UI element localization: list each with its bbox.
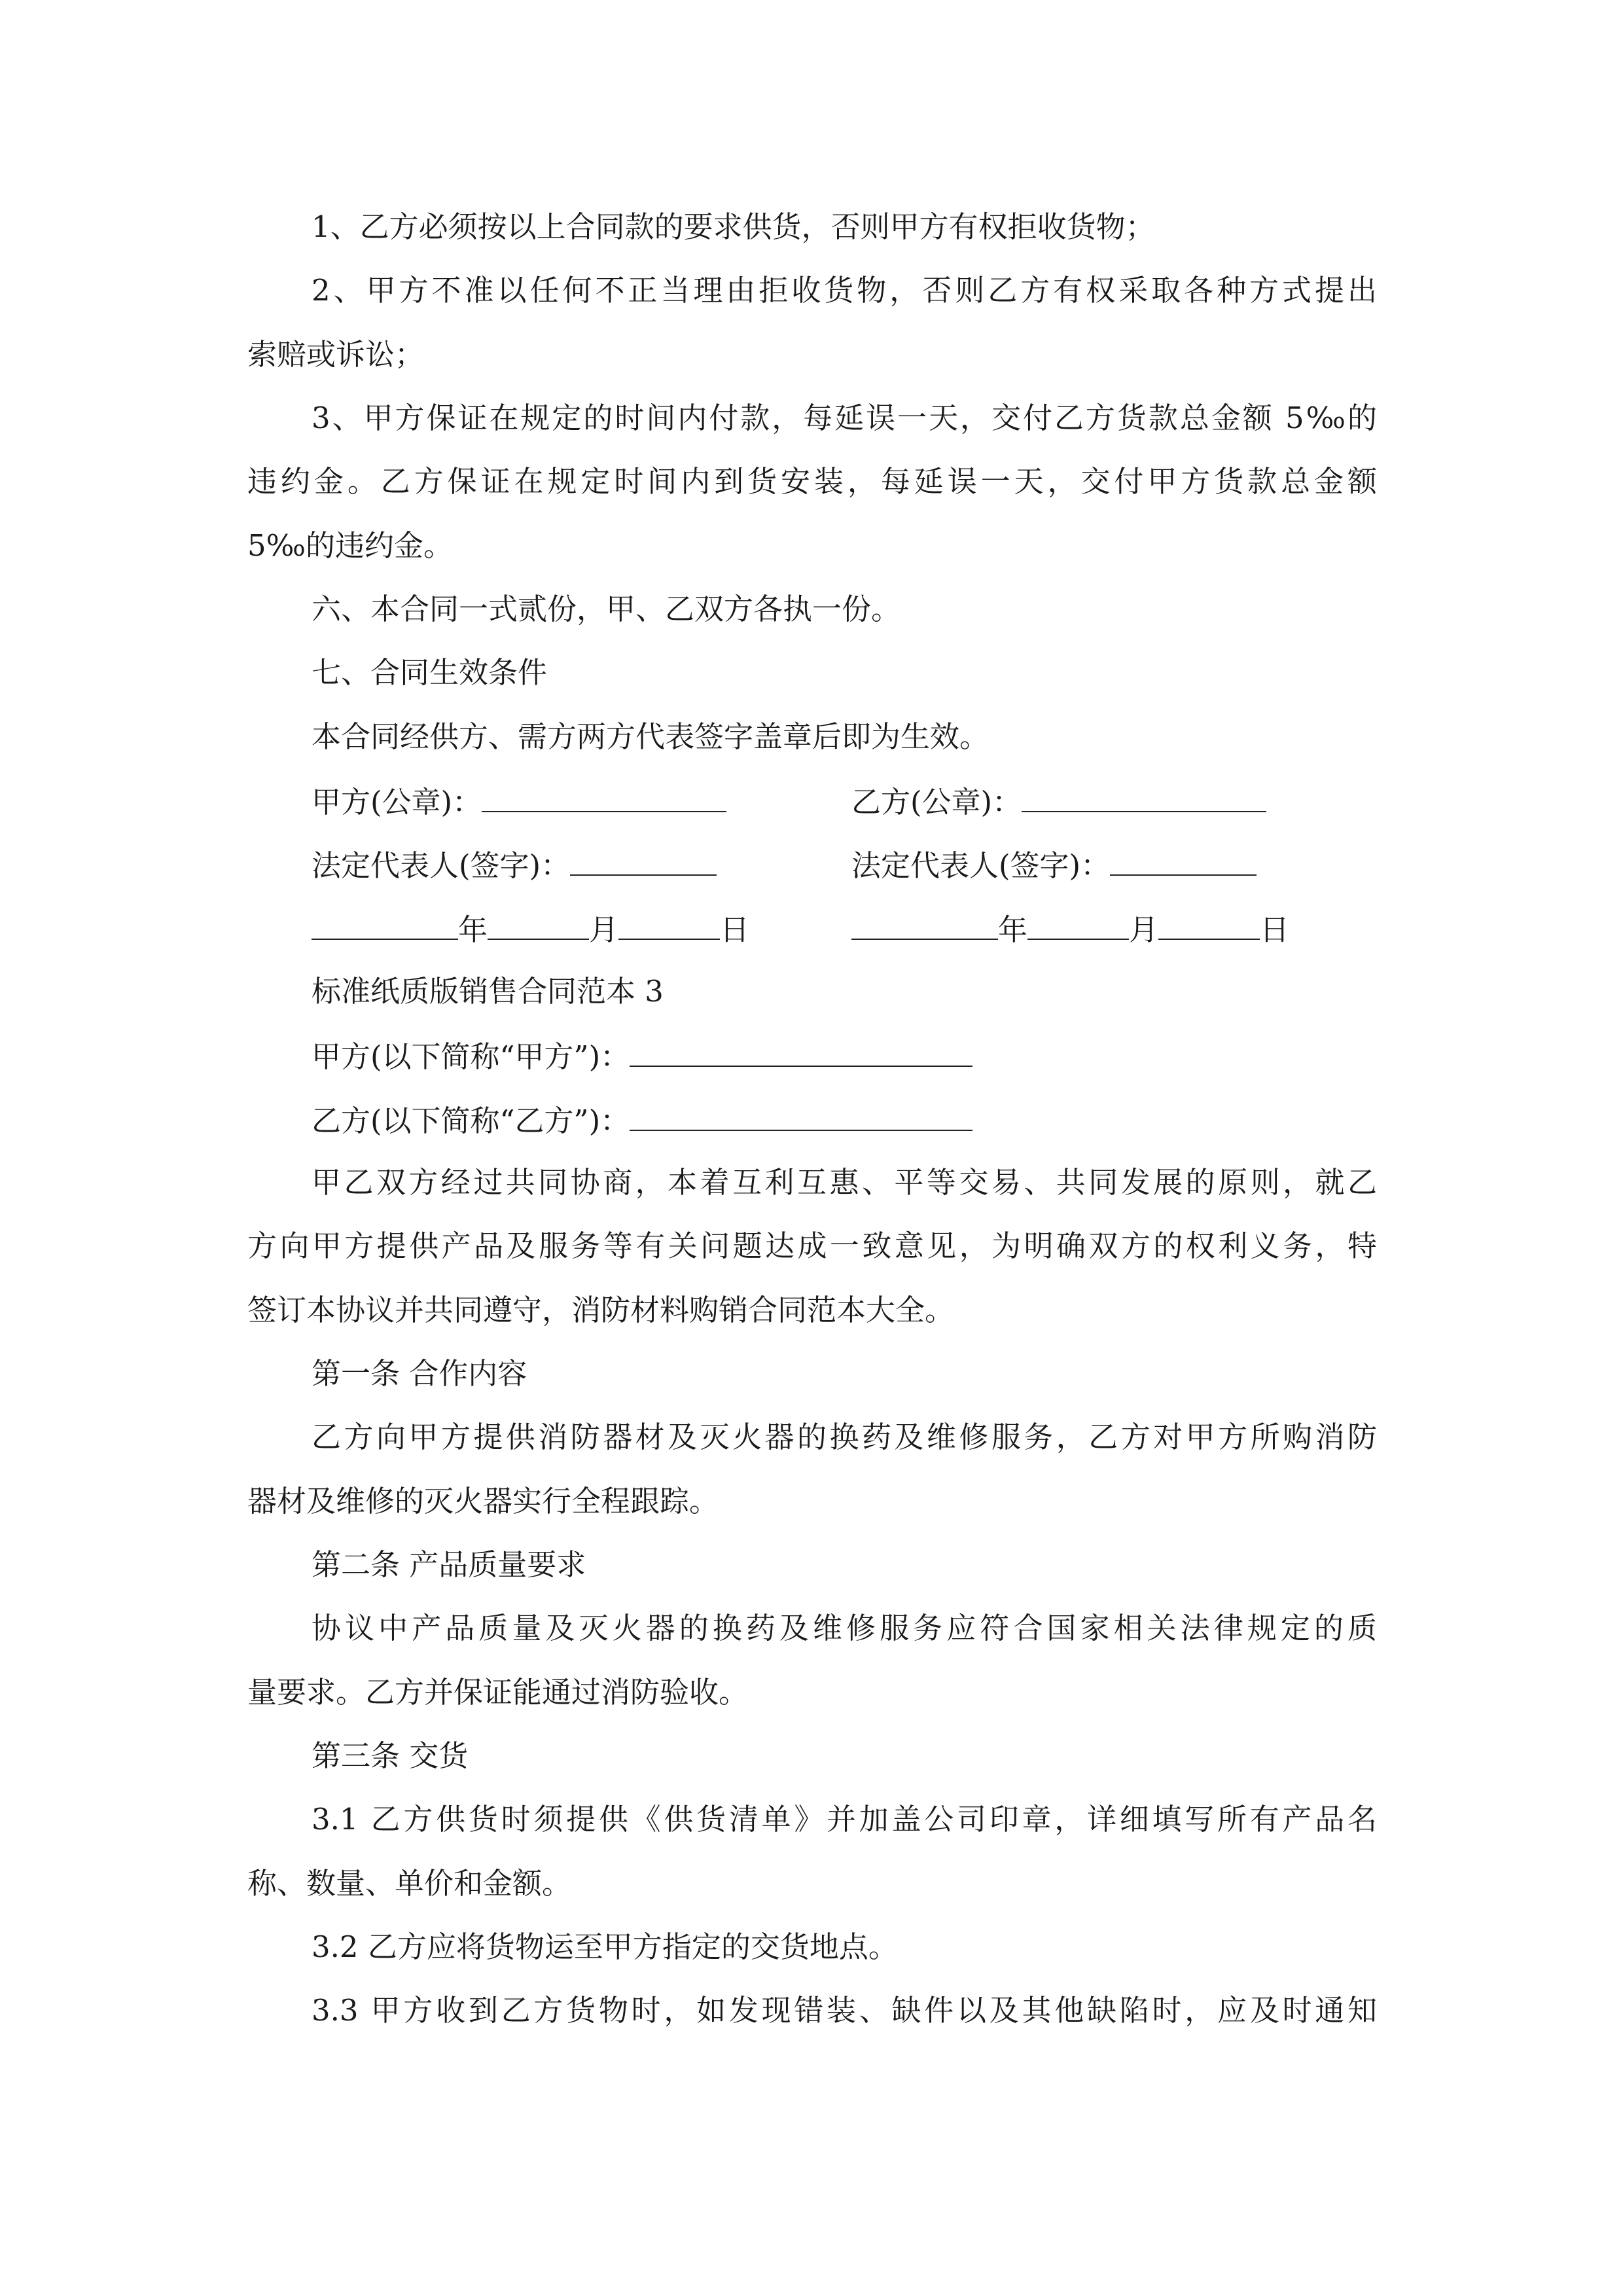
template-3-title: 标准纸质版销售合同范本 3	[312, 974, 664, 1009]
clause-1: 1、乙方必须按以上合同款的要求供货，否则甲方有权拒收货物；	[312, 209, 1155, 244]
date-a-year-label: 年	[458, 912, 488, 947]
clause-seven-body: 本合同经供方、需方两方代表签字盖章后即为生效。	[312, 719, 990, 754]
date-a-month-label: 月	[589, 912, 619, 947]
clause-seven-heading: 七、合同生效条件	[312, 655, 548, 690]
party-b-seal-line	[851, 781, 1266, 820]
template-3-party-a-label: 甲方(以下简称“甲方”)：	[312, 1039, 630, 1074]
intro-line-3: 签订本协议并共同遵守，消防材料购销合同范本大全。	[247, 1293, 955, 1327]
article-2-line-2: 量要求。乙方并保证能通过消防验收。	[247, 1675, 749, 1710]
template-3-party-a-line	[312, 1035, 972, 1075]
article-1-line-2: 器材及维修的灭火器实行全程跟踪。	[247, 1484, 719, 1518]
date-a-month-blank[interactable]	[488, 908, 589, 940]
template-3-party-b-blank[interactable]	[630, 1100, 972, 1131]
article-3-3-line-1: 3.3 甲方收到乙方货物时，如发现错装、缺件以及其他缺陷时，应及时通知	[312, 1993, 1377, 2028]
rep-b-blank[interactable]	[1110, 844, 1257, 876]
date-b-day-blank[interactable]	[1158, 908, 1260, 940]
article-3-2: 3.2 乙方应将货物运至甲方指定的交货地点。	[312, 1929, 898, 1964]
article-2-heading: 第二条 产品质量要求	[312, 1547, 586, 1582]
template-3-party-b-label: 乙方(以下简称“乙方”)：	[312, 1103, 630, 1138]
article-3-1-line-1: 3.1 乙方供货时须提供《供货清单》并加盖公司印章，详细填写所有产品名	[312, 1802, 1377, 1837]
clause-2-line-2: 索赔或诉讼；	[247, 337, 425, 372]
article-1-heading: 第一条 合作内容	[312, 1356, 527, 1391]
date-b-month-label: 月	[1129, 912, 1159, 947]
clause-3-line-2: 违约金。乙方保证在规定时间内到货安装，每延误一天，交付甲方货款总金额	[247, 464, 1377, 499]
rep-a-label: 法定代表人(签字)：	[312, 848, 571, 883]
date-b-year-label: 年	[998, 912, 1028, 947]
intro-line-2: 方向甲方提供产品及服务等有关问题达成一致意见，为明确双方的权利义务，特	[247, 1229, 1377, 1263]
date-a-year-blank[interactable]	[312, 908, 458, 940]
article-3-heading: 第三条 交货	[312, 1738, 469, 1773]
intro-line-1: 甲乙双方经过共同协商，本着互利互惠、平等交易、共同发展的原则，就乙	[312, 1165, 1377, 1200]
party-b-seal-blank[interactable]	[1022, 781, 1266, 812]
date-b-line	[851, 908, 1289, 948]
party-a-seal-label: 甲方(公章)：	[312, 785, 482, 819]
clause-3-line-3: 5‰的违约金。	[247, 528, 454, 563]
party-b-seal-label: 乙方(公章)：	[851, 785, 1022, 819]
date-a-day-label: 日	[720, 912, 750, 947]
template-3-party-a-blank[interactable]	[630, 1035, 972, 1067]
article-3-1-line-2: 称、数量、单价和金额。	[247, 1866, 572, 1901]
clause-2-line-1: 2、甲方不准以任何不正当理由拒收货物，否则乙方有权采取各种方式提出	[312, 273, 1377, 308]
clause-3-line-1: 3、甲方保证在规定的时间内付款，每延误一天，交付乙方货款总金额 5‰的	[312, 401, 1377, 435]
template-3-party-b-line	[312, 1100, 972, 1139]
rep-a-blank[interactable]	[570, 844, 717, 876]
party-a-seal-blank[interactable]	[482, 781, 726, 812]
date-b-day-label: 日	[1260, 912, 1290, 947]
article-1-line-1: 乙方向甲方提供消防器材及灭火器的换药及维修服务，乙方对甲方所购消防	[312, 1420, 1377, 1454]
date-b-year-blank[interactable]	[851, 908, 998, 940]
date-b-month-blank[interactable]	[1027, 908, 1129, 940]
date-a-line	[312, 908, 749, 948]
rep-b-line	[851, 844, 1257, 884]
rep-b-label: 法定代表人(签字)：	[851, 848, 1111, 883]
date-a-day-blank[interactable]	[618, 908, 720, 940]
article-2-line-1: 协议中产品质量及灭火器的换药及维修服务应符合国家相关法律规定的质	[312, 1611, 1377, 1645]
party-a-seal-line	[312, 781, 726, 820]
clause-six: 六、本合同一式贰份，甲、乙双方各执一份。	[312, 592, 901, 626]
rep-a-line	[312, 844, 717, 884]
